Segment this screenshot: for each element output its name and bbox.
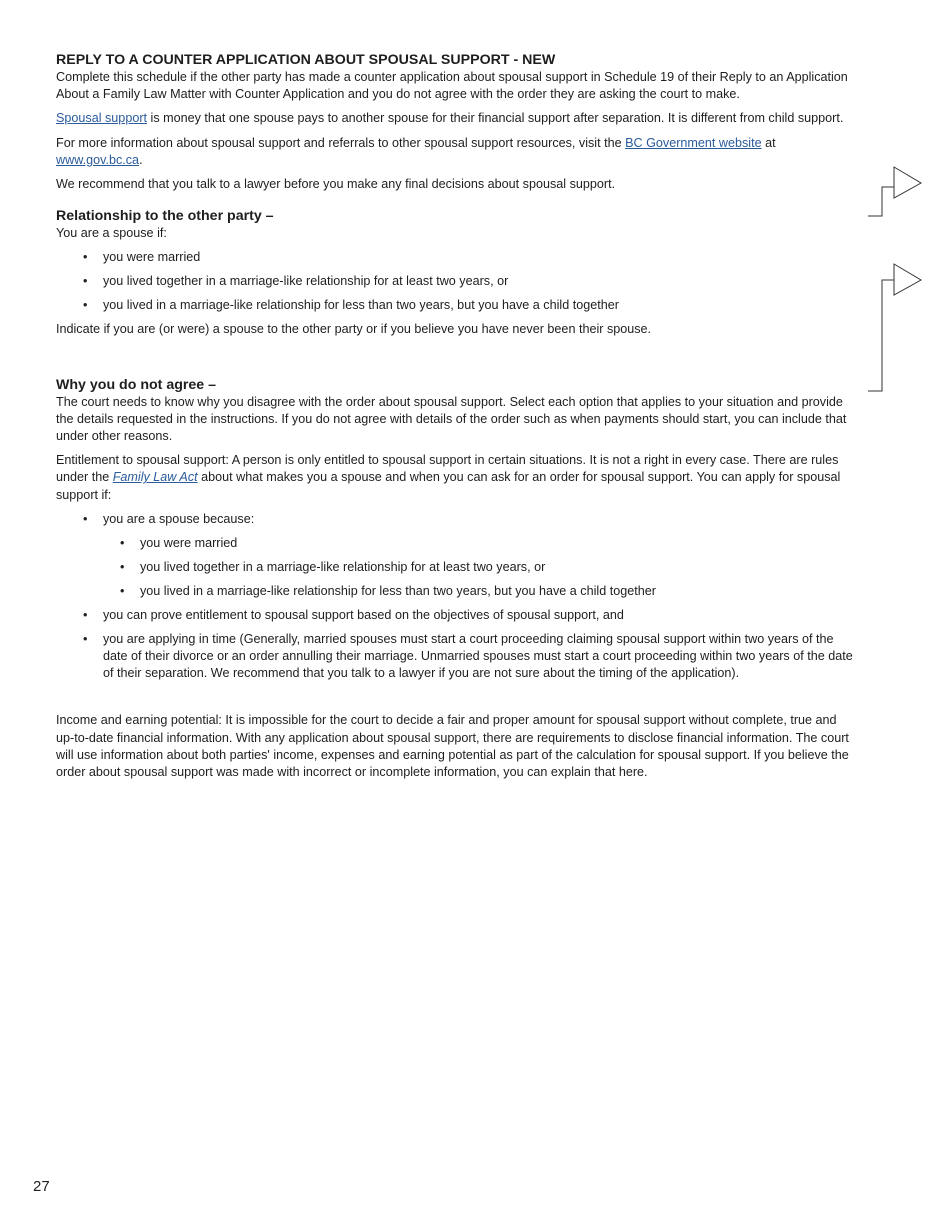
definition-text: is money that one spouse pays to another spouse for their financial support after separation. It is different from child support. xyxy=(147,111,844,126)
definition-paragraph xyxy=(56,110,858,127)
list-item: • you are applying in time (Generally, married spouses must start a court proceeding claiming spousal support within two years of the date of their divorce or an order annulling their marriage. Unmarried spouses must start a court proceeding within two years of the date of their separation. We recommend that you talk to a lawyer if you are not sure about the timing of the application). xyxy=(56,631,858,683)
bc-government-website-link[interactable]: BC Government website xyxy=(625,135,762,150)
list-item: • you lived together in a marriage-like relationship for at least two years, or xyxy=(56,559,858,576)
entitlement-text-before: Entitlement to spousal support: A person is only entitled to spousal support in certain situations. It is not a right in every case. There are rules under the xyxy=(56,453,839,485)
family-law-act-link[interactable]: Family Law Act xyxy=(112,470,198,485)
relationship-list xyxy=(56,249,858,314)
why-heading: Why you do not agree – xyxy=(56,376,217,393)
more-info-text-middle: at xyxy=(761,135,776,150)
section-marker-why xyxy=(864,260,924,396)
why-intro: The court needs to know why you disagree with the order about spousal support. Select each option that applies to your situation and provide the details requested in the instructions. If you do not agree with details of the order such as when payments should start, you can include that under other reasons. xyxy=(56,394,847,444)
entitlement-list xyxy=(56,511,858,683)
spouse-because-sublist xyxy=(56,535,858,600)
entitlement-paragraph xyxy=(56,452,858,504)
relationship-intro: You are a spouse if: xyxy=(56,226,167,241)
list-item: • you lived in a marriage-like relationship for less than two years, but you have a child together xyxy=(56,583,858,600)
entitlement-text-after: about what makes you a spouse and when you can ask for an order for spousal support. You can apply for spousal support if: xyxy=(56,470,841,502)
list-item: • you were married xyxy=(56,535,858,552)
relationship-instruction: Indicate if you are (or were) a spouse to the other party or if you believe you have never been their spouse. xyxy=(56,322,652,337)
more-info-text-before: For more information about spousal support and referrals to other spousal support resources, visit the xyxy=(56,135,626,150)
gov-bc-ca-link[interactable]: www.gov.bc.ca xyxy=(56,152,140,167)
section-marker-relationship xyxy=(864,164,924,220)
spousal-support-link[interactable]: Spousal support xyxy=(56,111,148,126)
list-item: • you were married xyxy=(56,249,858,266)
list-item: • you can prove entitlement to spousal support based on the objectives of spousal support, and xyxy=(56,607,858,624)
intro-paragraph: Complete this schedule if the other party has made a counter application about spousal support in Schedule 19 of their Reply to an Application About a Family Law Matter with Counter Application and you do not agree with the order they are asking the court to make. xyxy=(56,70,848,102)
list-item xyxy=(56,511,858,600)
spouse-because-text: you are a spouse because: xyxy=(103,511,255,526)
page-number: 27 xyxy=(33,1178,50,1195)
recommend-paragraph: We recommend that you talk to a lawyer before you make any final decisions about spousal support. xyxy=(56,177,616,192)
list-item: • you lived in a marriage-like relationship for less than two years, but you have a child together xyxy=(56,297,858,314)
list-item: • you lived together in a marriage-like relationship for at least two years, or xyxy=(56,273,858,290)
more-info-text-after: . xyxy=(139,152,143,167)
more-info-paragraph xyxy=(56,135,858,169)
document-body xyxy=(56,52,858,781)
income-paragraph: Income and earning potential: It is impossible for the court to decide a fair and proper amount for spousal support without complete, true and up-to-date financial information. With any application about spousal support, there are requirements to disclose financial information. The court will use information about both parties' income, expenses and earning potential as part of the calculation for spousal support. If you believe the order about spousal support was made with incorrect or incomplete information, you can explain that here. xyxy=(56,713,849,780)
relationship-heading: Relationship to the other party – xyxy=(56,208,274,225)
page-title: REPLY TO A COUNTER APPLICATION ABOUT SPOUSAL SUPPORT - NEW xyxy=(56,52,556,68)
